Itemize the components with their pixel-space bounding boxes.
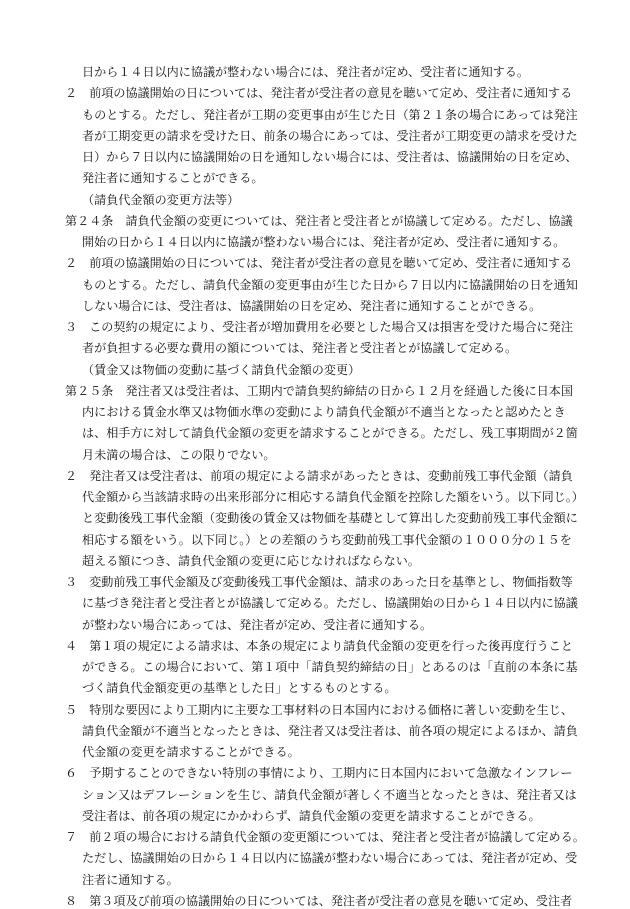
- text-line: ができる。この場合において、第１項中「請負契約締結の日」とあるのは「直前の本条に基: [82, 660, 578, 674]
- text-line: ４ 第１項の規定による請求は、本条の規定により請負代金額の変更を行った後再度行うこと: [65, 638, 573, 653]
- text-line: ２ 前項の協議開始の日については、発注者が受注者の意見を聴いて定め、受注者に通知する: [65, 86, 573, 101]
- text-line: ものとする。ただし、発注者が工期の変更事由が生じた日（第２１条の場合にあっては発注: [82, 107, 578, 122]
- text-line: ７ 前２項の場合における請負代金額の変更額については、発注者と受注者が協議して定める。: [65, 830, 585, 844]
- text-line: ３ 変動前残工事代金額及び変動後残工事代金額は、請求のあった日を基準とし、物価指数等: [65, 575, 573, 589]
- text-line: ２ 前項の協議開始の日については、発注者が受注者の意見を聴いて定め、受注者に通知する: [65, 256, 573, 271]
- text-line: 月未満の場合は、この限りでない。: [82, 447, 276, 462]
- text-line: 発注者に通知することができる。: [82, 171, 264, 186]
- text-line: しない場合には、受注者は、協議開始の日を定め、発注者に通知することができる。: [82, 298, 542, 313]
- text-line: 超える額につき、請負代金額の変更に応じなければならない。: [82, 553, 420, 568]
- text-line: ものとする。ただし、請負代金額の変更事由が生じた日から７日以内に協議開始の日を通知: [82, 277, 578, 292]
- text-line: 相応する額をいう。以下同じ。）との差額のうち変動前残工事代金額の１０００分の１５を: [82, 532, 572, 547]
- text-line: ６ 予期することのできない特別の事情により、工期内に日本国内において急激なインフレー: [65, 766, 573, 781]
- text-line: に基づき発注者と受注者とが協議して定める。ただし、協議開始の日から１４日以内に協議: [82, 596, 578, 611]
- text-line: 者が負担する必要な費用の額については、発注者と受注者とが協議して定める。: [82, 341, 518, 356]
- text-line: は、相手方に対して請負代金額の変更を請求することができる。ただし、残工事期間が２箇: [82, 426, 578, 441]
- text-line: 日から１４日以内に協議が整わない場合には、発注者が定め、受注者に通知する。: [82, 65, 529, 79]
- text-line: （請負代金額の変更方法等）: [82, 192, 240, 207]
- text-line: （賃金又は物価の変動に基づく請負代金額の変更）: [82, 362, 361, 377]
- text-line: づく請負代金額変更の基準とした日」とするものとする。: [82, 681, 397, 696]
- text-line: ション又はデフレーションを生じ、請負代金額が著しく不適当となったときは、発注者又は: [82, 787, 577, 802]
- text-line: ５ 特別な要因により工期内に主要な工事材料の日本国内における価格に著しい変動を生じ、: [65, 702, 573, 717]
- text-line: 第２５条 発注者又は受注者は、工期内で請負契約締結の日から１２月を経過した後に日本国: [65, 383, 573, 398]
- text-line: 日）から７日以内に協議開始の日を通知しない場合には、受注者は、協議開始の日を定め、: [82, 150, 578, 164]
- text-line: が整わない場合にあっては、発注者が定め、受注者に通知する。: [82, 617, 433, 632]
- text-line: 注者に通知する。: [82, 872, 179, 887]
- text-line: ２ 発注者又は受注者は、前項の規定による請求があったときは、変動前残工事代金額（請負: [65, 468, 573, 483]
- text-line: 第２４条 請負代金額の変更については、発注者と受注者とが協議して定める。ただし、協議: [65, 213, 573, 228]
- text-line: ３ この契約の規定により、受注者が増加費用を必要とした場合又は損害を受けた場合に発注: [65, 320, 573, 334]
- text-line: 代金額の変更を請求することができる。: [82, 745, 300, 759]
- text-line: 者が工期変更の請求を受けた日、前条の場合にあっては、受注者が工期変更の請求を受けた: [82, 128, 578, 143]
- text-line: 代金額から当該請求時の出来形部分に相応する請負代金額を控除した額をいう。以下同じ。）: [82, 490, 584, 504]
- text-line: と変動後残工事代金額（変動後の賃金又は物価を基礎として算出した変動前残工事代金額に: [82, 511, 578, 526]
- text-line: ８ 第３項及び前項の協議開始の日については、発注者が受注者の意見を聴いて定め、受注者: [65, 893, 573, 908]
- text-line: 受注者は、前各項の規定にかかわらず、請負代金額の変更を請求することができる。: [82, 808, 541, 823]
- text-line: 内における賃金水準又は物価水準の変動により請負代金額が不適当となったと認めたとき: [82, 405, 566, 419]
- text-line: 開始の日から１４日以内に協議が整わない場合には、発注者が定め、受注者に通知する。: [82, 235, 566, 249]
- text-line: ただし、協議開始の日から１４日以内に協議が整わない場合にあっては、発注者が定め、受: [82, 851, 578, 866]
- text-line: 請負代金額が不適当となったときは、発注者又は受注者は、前各項の規定によるほか、請負: [82, 723, 578, 738]
